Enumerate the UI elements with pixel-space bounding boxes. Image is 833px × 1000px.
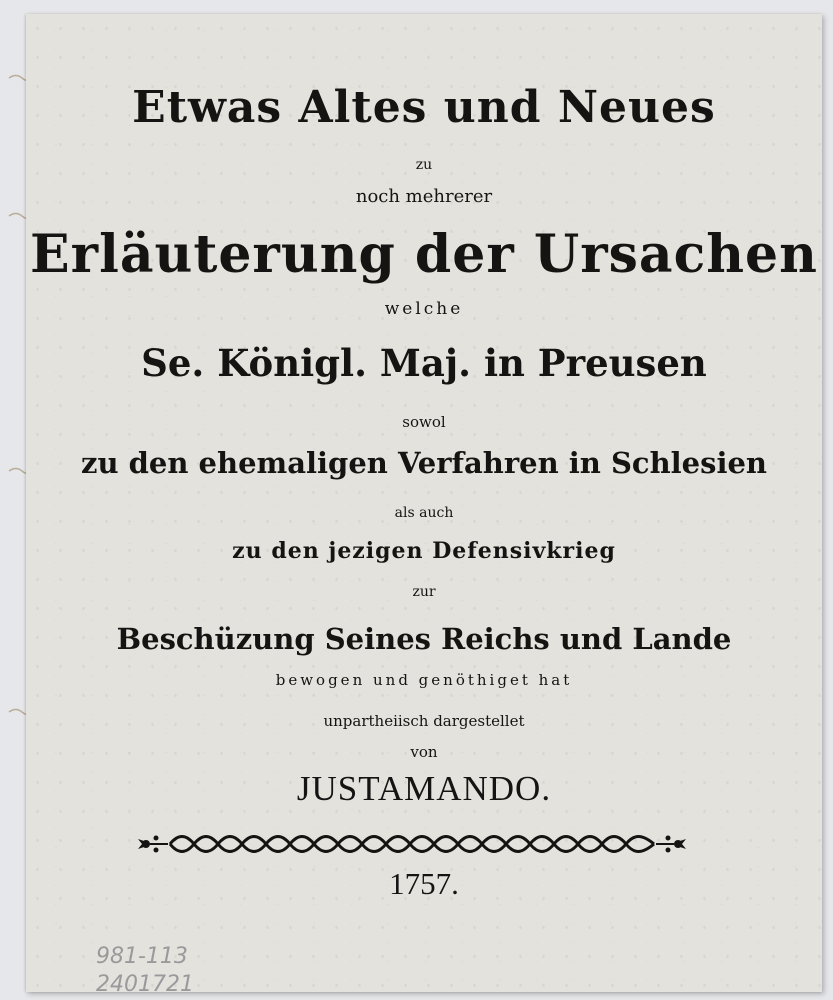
line-zur: zur [412, 584, 436, 600]
pencil-library-mark [92, 939, 252, 999]
title-line-erlaeuterung: Erläuterung der Ursachen [30, 224, 818, 285]
line-welche: welche [384, 299, 464, 319]
library-mark-line-2: 2401721 [96, 972, 194, 997]
line-majesty: Se. Königl. Maj. in Preusen [141, 341, 707, 385]
line-noch-mehrerer: noch mehrerer [355, 186, 493, 207]
line-unpartheiisch: unpartheiisch dargestellet [323, 712, 525, 730]
line-verfahren: zu den ehemaligen Verfahren in Schlesien [80, 446, 768, 480]
title-page [26, 14, 822, 997]
line-von: von [410, 743, 438, 761]
publication-year: 1757. [389, 866, 459, 901]
line-sowol: sowol [402, 413, 446, 431]
title-line-1: Etwas Altes und Neues [132, 82, 716, 133]
line-als-auch: als auch [394, 505, 454, 521]
line-zu: zu [415, 157, 433, 173]
line-defensivkrieg: zu den jezigen Defensivkrieg [232, 538, 616, 564]
line-bewogen: bewogen und genöthiget hat [275, 671, 573, 689]
rope-ornament-icon [138, 832, 686, 856]
author-name: JUSTAMANDO. [296, 769, 552, 808]
line-beschuezung: Beschüzung Seines Reichs und Lande [116, 622, 732, 656]
library-mark-line-1: 981-113 [96, 944, 188, 969]
